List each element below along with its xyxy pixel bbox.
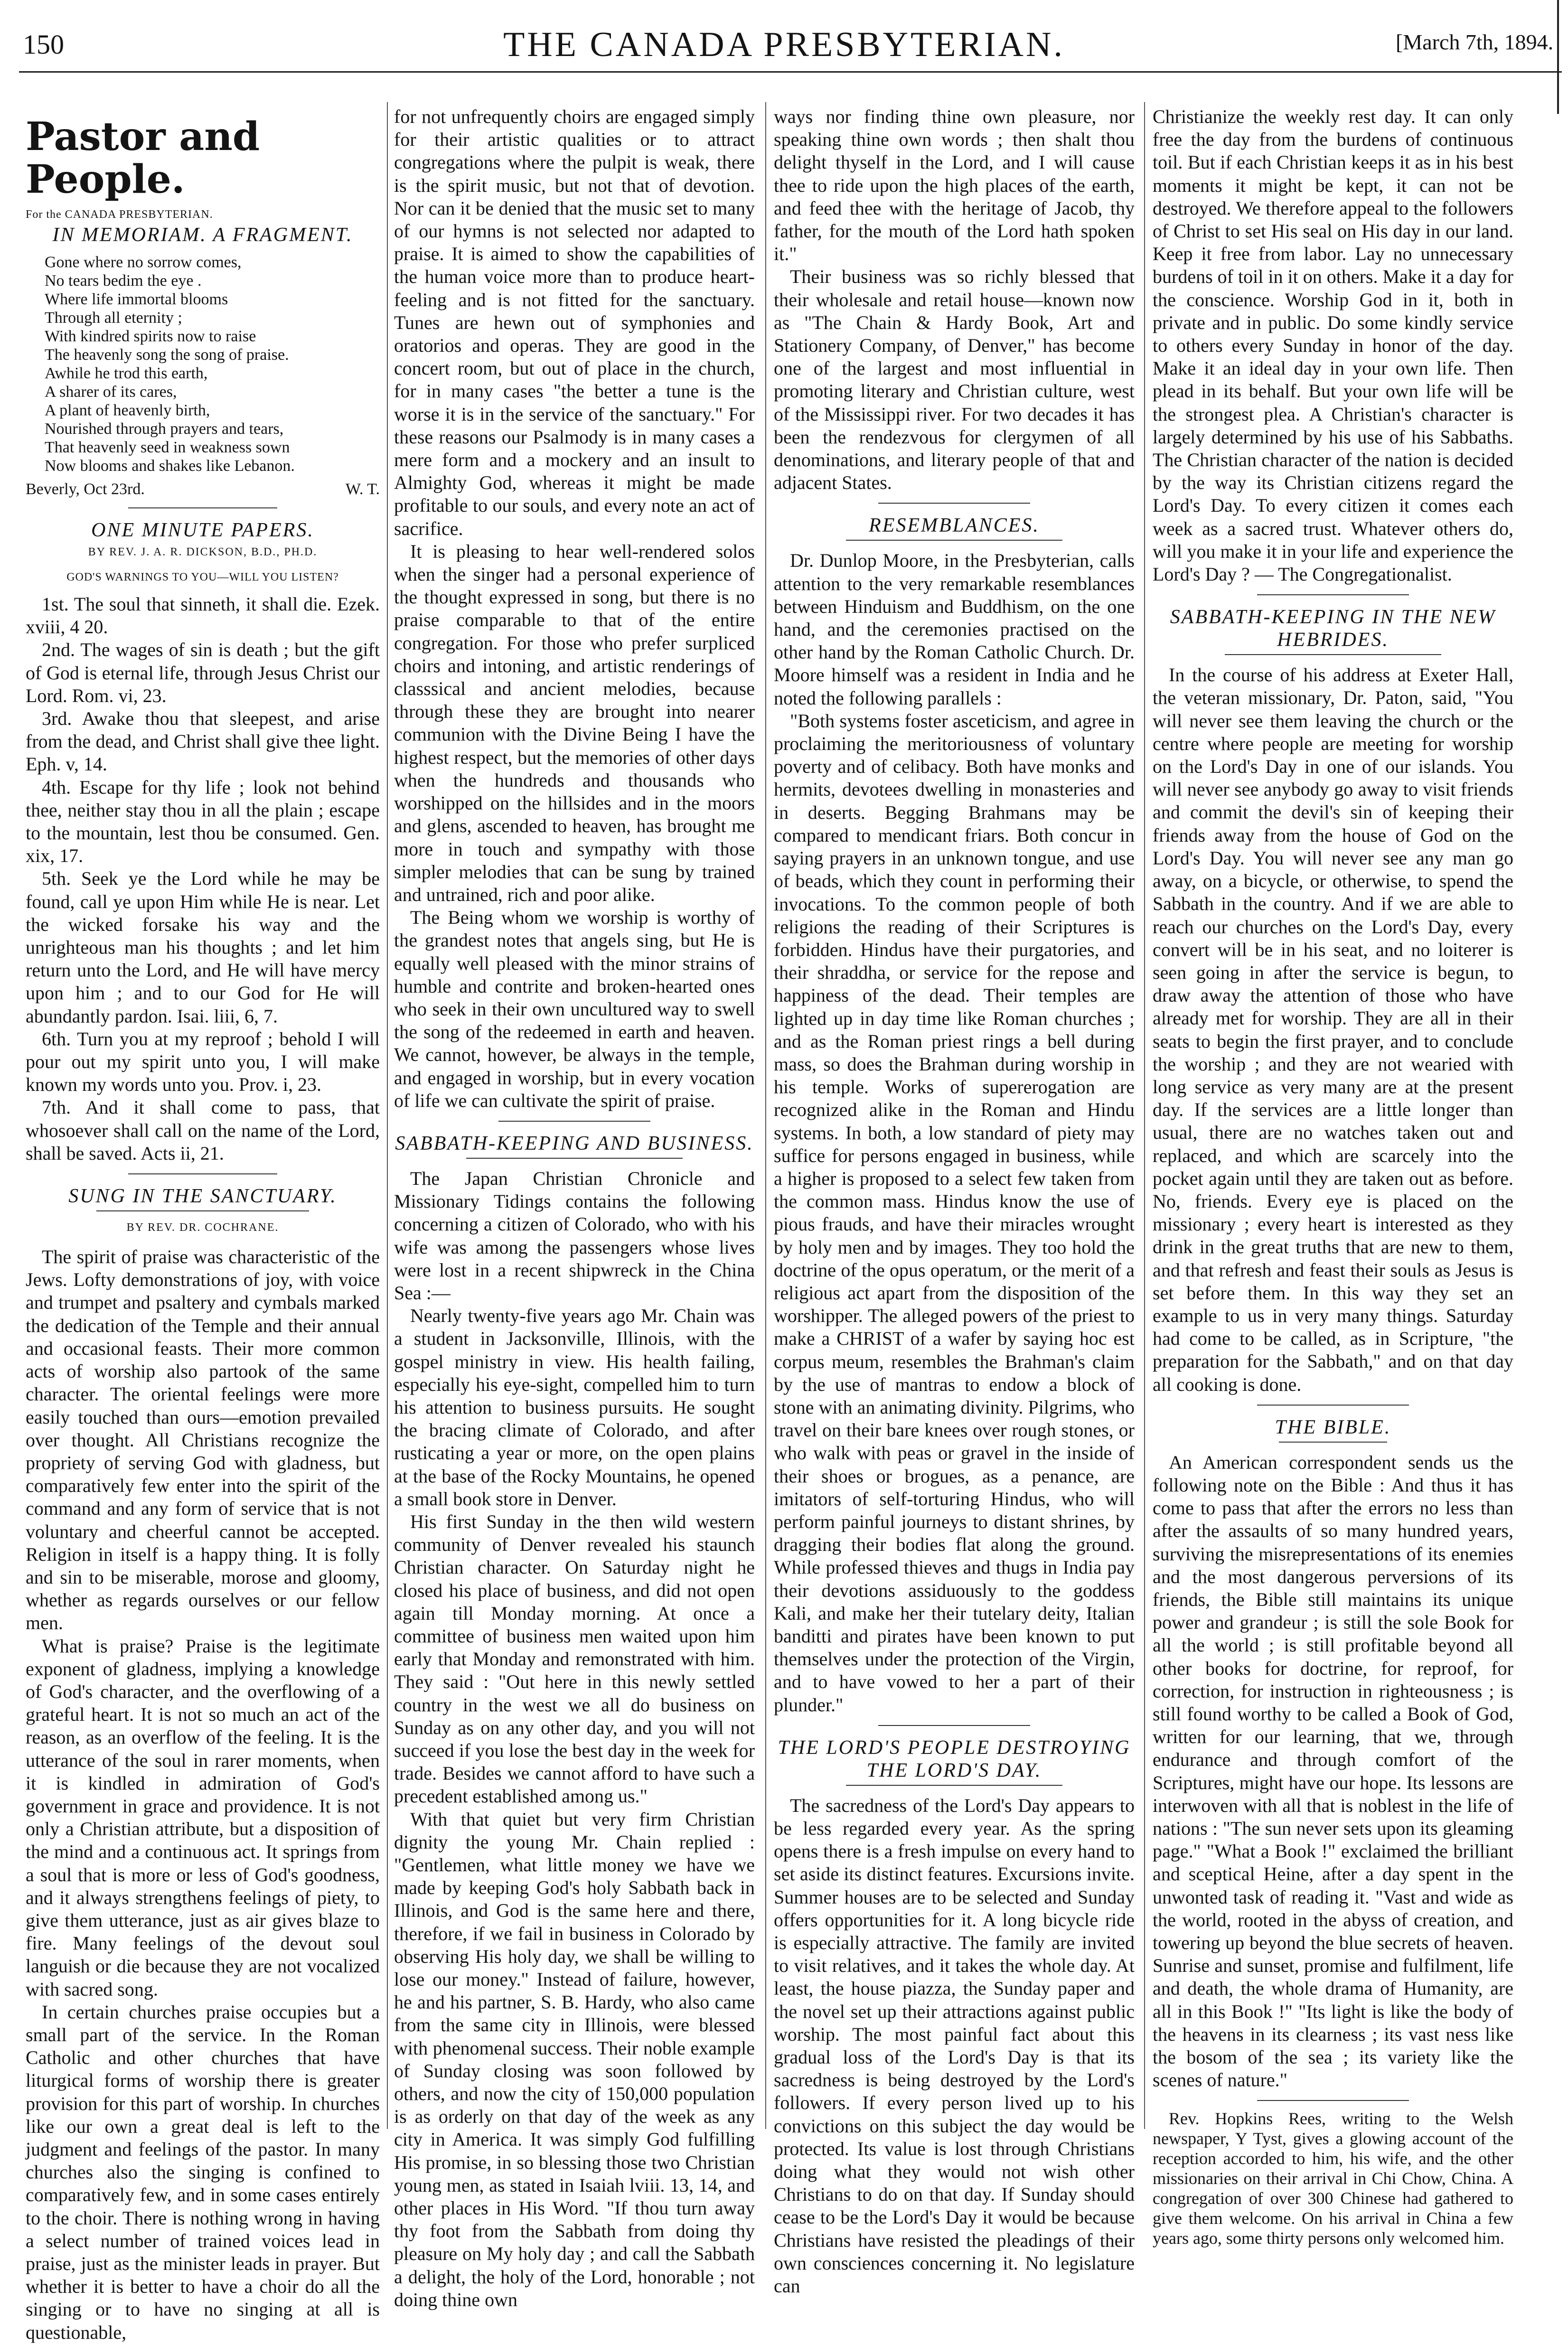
resemblances-paragraph: "Both systems foster asceticism, and agree in proclaiming the meritoriousness of voluntary poverty and of celibacy. Both have monks and hermits, devotees dwelling in monasteries and in deserts. Begging Brahmans may be compared to mendicant friars. Both concur in saying prayers in an unknown tongue, and use of beads, which they count in performing their invocations. To the common people of both religions the reading of their Scriptures is forbidden. Hindus have their purgatories, and their shraddha, or service for the repose and happiness of the dead. Their temples are lighted up in day time like Roman churches ; and as the Roman priest rings a bell during mass, so does the Brahman during worship in his temple. Works of supererogation are recognized alike in the Roman and Hindu systems. In both, a low standard of piety may suffice for persons engaged in business, while a higher is proposed to a select few taken from the common mass. Hindus know the use of pious frauds, and have their miracles wrought by holy men and by images. They too hold the doctrine of the opus operatum, or the merit of a religious act apart from the disposition of the worshipper. The alleged powers of the priest to make a CHRIST of a wafer by saying hoc est corpus meum, resembles the Brahman's claim by the use of mantras to endow a block of stone with an animating divinity. Pilgrims, who travel on their bare knees over rough stones, or who walk with peas or gravel in the inside of their shoes or brogues, as a penance, are imitators of self-torturing Hindus, who will perform painful journeys to distant shrines, by dragging their bodies flat along the ground. While professed thieves and thugs in India pay their devotions assiduously to the goddess Kali, and make her their tutelary deity, Italian banditti and pirates have been known to put themselves under the protection of the Virgin, and to have vowed to her a part of their plunder." [774, 710, 1135, 1716]
sung-heading: SUNG IN THE SANCTUARY. [68, 1185, 337, 1208]
poem [45, 253, 380, 475]
section-rule [1257, 2100, 1408, 2101]
heading-rule [846, 1785, 1062, 1786]
poem-signature [26, 480, 380, 499]
warning-item: 2nd. The wages of sin is death ; but the gift of God is eternal life, through Jesus Christ our Lord. Rom. vi, 23. [26, 639, 380, 706]
section-rule [128, 507, 277, 508]
poem-line: Awhile he trod this earth, [45, 365, 208, 382]
lords-day-paragraph: The sacredness of the Lord's Day appears to be less regarded every year. As the spring opens there is a fresh impulse on every hand to set aside its distinct features. Excursions invite. Summer houses are to be selected and Sunday offers opportunities for it. A long bicycle ride is especially attractive. The family are invited to visit relatives, and it takes the whole day. At least, the house piazza, the Sunday paper and the novel set up their attractions against public worship. The most painful fact about this gradual loss of the Lord's Day is that its sacredness is being destroyed by the Lord's followers. If every person lived up to his convictions on this subject the day would be protected. Its value is lost through Christians doing what they would not wish other Christians to do on that day. If Sunday should cease to be the Lord's Day it would be because Christians have resisted the pleadings of their own consciences concerning it. No legislature can [774, 1794, 1135, 2297]
warning-item: 3rd. Awake thou that sleepest, and arise from the dead, and Christ shall give thee light. Eph. v, 14. [26, 708, 380, 775]
column-4 [1153, 105, 1513, 2248]
sung-continued-paragraph: It is pleasing to hear well-rendered solos when the singer had a personal experience of the thought expressed in song, but there is no praise comparable to that of the entire congregation. For those who prefer surpliced choirs and intoning, and artistic renderings of classsical and ancient melodies, because through these they are brought into nearer communion with the Divine Being I have the highest respect, but the memories of other days when the hundreds and thousands who worshipped on the hillsides and in the moors and glens, ascended to heaven, has brought me more in touch and sympathy with those simpler melodies that can be sung by trained and untrained, rich and poor alike. [394, 540, 755, 905]
sung-continued-paragraph: The Being whom we worship is worthy of the grandest notes that angels sing, but He is equally well pleased with the minor strains of humble and contrite and broken-hearted ones who seek in their own uncultured way to swell the song of the redeemed in earth and heaven. We cannot, however, be always in the temple, and engaged in worship, but in every vocation of life we can cultivate the spirit of praise. [394, 907, 755, 1111]
business-continued-paragraph: Their business was so richly blessed that their wholesale and retail house—known now as "The Chain & Hardy Book, Art and Stationery Company, of Denver," has become one of the largest and most influential in promoting literary and Christian culture, west of the Mississippi river. For two decades it has been the rendezvous for clergymen of all denominations, and literary people of that and adjacent States. [774, 266, 1135, 494]
masthead [0, 0, 1568, 71]
column-2 [394, 105, 755, 2311]
sung-byline: BY REV. DR. COCHRANE. [126, 1221, 279, 1234]
section-rule [1257, 594, 1408, 595]
memoriam-heading: IN MEMORIAM. A FRAGMENT. [52, 224, 353, 246]
resemblances-heading: RESEMBLANCES. [869, 515, 1040, 537]
column-3 [774, 105, 1135, 2297]
poem-line: With kindred spirits now to raise [45, 328, 256, 345]
business-heading: SABBATH-KEEPING AND BUSINESS. [395, 1132, 754, 1154]
rees-note: Rev. Hopkins Rees, writing to the Welsh newspaper, Y Tyst, gives a glowing account of the reception accorded to him, his wife, and the other missionaries on their arrival in Chi Chow, China. A congregation of over 300 Chinese had gathered to give them welcome. On his arrival in China a few years ago, some thirty persons only welcomed him. [1153, 2109, 1513, 2248]
business-paragraph: With that quiet but very firm Christian dignity the young Mr. Chain replied : "Gentlemen, what little money we have we made by keeping God's holy Sabbath back in Illinois, and God is the same here and there, therefore, if we fail in business in Colorado by observing His holy day, we shall be willing to lose our money." Instead of failure, however, he and his partner, S. B. Hardy, who also came from the same city in Illinois, were blessed with phenomenal success. Their noble example of Sunday closing was soon followed by others, and now the city of 150,000 population is as orderly on that day of the week as any city in America. It was simply God fulfilling His promise, in so blessing those two Christian young men, as stated in Isaiah lviii. 13, 14, and other places in His Word. "If thou turn away thy foot from the Sabbath from doing thy pleasure on My holy day ; and call the Sabbath a delight, the holy of the Lord, honorable ; not doing thine own [394, 1808, 755, 2310]
poem-line: A sharer of its cares, [45, 383, 177, 401]
poem-line: Gone where no sorrow comes, [45, 253, 242, 271]
section-rule [878, 503, 1030, 504]
hebrides-paragraph: In the course of his address at Exeter Hall, the veteran missionary, Dr. Paton, said, "You will never see them leaving the church or the centre where people are meeting for worship on the Lord's Day in one of our islands. You will never see anybody go away to visit friends and commit the devil's sin of keeping their friends away from the house of God on the Lord's Day. You will never see any man go away, on a bicycle, or otherwise, to spend the Sabbath in the country. And if we are able to reach our churches on the Lord's Day, every convert will be in his seat, and no loiterer is seen going in after the service is begun, to draw away the attention of those who have already met for worship. They are all in their seats to begin the first prayer, and to conclude the worship ; and they are not wearied with long service as very many are at the present day. If the services are a little longer than usual, there are no watches taken out and replaced, and which are scarcely into the pocket again until they are taken out as before. No, friends. Every eye is placed on the missionary ; every heart is interested as they drink in the great truths that are new to them, and that refresh and feast their souls as Jesus is set before them. In this way they set an example to us in very many things. Saturday had come to be called, as in Scripture, "the preparation for the Sabbath," and on that day all cooking is done. [1153, 664, 1513, 1395]
lords-day-heading: THE LORD'S PEOPLE DESTROYING THE LORD'S DAY. [778, 1736, 1131, 1781]
poem-line: Now blooms and shakes like Lebanon. [45, 457, 295, 475]
sung-continued-paragraph: for not unfrequently choirs are engaged simply for their artistic qualities or to attract congregations where the pulpit is weak, there is the spirit music, but not that of devotion. Nor can it be denied that the music set to many of our hymns is not selected nor adapted to praise. It is aimed to show the capabilities of the human voice more than to produce heart-feeling and is not fitted for the sanctuary. Tunes are hewn out of symphonies and oratorios and operas. They are good in the concert room, but out of place in the church, for in many cases "the better a tune is the worse it is in the service of the sanctuary." For these reasons our Psalmody is in many cases a mere form and a mockery and an insult to Almighty God, whereas it might be made profitable to our souls, and every note an act of sacrifice. [394, 106, 755, 539]
margin-rule [1557, 0, 1559, 114]
poem-place-date: Beverly, Oct 23rd. [26, 480, 145, 498]
warning-item: 7th. And it shall come to pass, that whosoever shall call on the name of the Lord, shall be saved. Acts ii, 21. [26, 1097, 380, 1164]
warning-item: 6th. Turn you at my reproof ; behold I will pour out my spirit unto you, I will make known my words unto you. Prov. i, 23. [26, 1028, 380, 1096]
minute-papers-heading: ONE MINUTE PAPERS. [91, 519, 314, 541]
minute-papers-byline: BY REV. J. A. R. DICKSON, B.D., PH.D. [88, 546, 318, 558]
contribution-line: For the CANADA PRESBYTERIAN. [26, 208, 213, 221]
poem-line: Where life immortal blooms [45, 291, 228, 308]
poem-line: That heavenly seed in weakness sown [45, 439, 290, 456]
lords-day-continued-paragraph: Christianize the weekly rest day. It can only free the day from the burdens of continuous toil. But if each Christian keeps it as in his best moments it might be kept, it can not be destroyed. We therefore appeal to the followers of Christ to set His seal on His day in our land. Keep it free from labor. Lay no unnecessary burdens of toil in it on others. Make it a day for the conscience. Worship God in it, both in private and in public. Do some kindly service to others every Sunday in honor of the day. Make it an ideal day in your own life. Then plead in its behalf. But your own life will be the strongest plea. A Christian's character is largely determined by his use of his Sabbaths. The Christian character of the nation is decided by the way its Christian citizens regard the Lord's Day. To every citizen it comes each week as a sacred trust. Whatever others do, will you make it in your life and experience the Lord's Day ? — The Congregationalist. [1153, 106, 1513, 585]
sung-paragraph: What is praise? Praise is the legitimate exponent of gladness, implying a knowledge of God's character, and the overflowing of a grateful heart. It is not so much an act of the reason, as an overflow of the feeling. It is the utterance of the soul in rarer moments, when it is kindled in admiration of God's government in grace and providence. It is not only a Christian attribute, but a disposition of the mind and a continuous act. It springs from a soul that is more or less of God's goodness, and it always strengthens feelings of piety, to give them utterance, just as air gives blaze to fire. Many feelings of the devout soul languish or die because they are not vocalized with sacred song. [26, 1635, 380, 2000]
heading-rule [1279, 1442, 1387, 1443]
section-rule [128, 1173, 277, 1174]
heading-rule [846, 540, 1062, 541]
business-continued-paragraph: ways nor finding thine own pleasure, nor speaking thine own words ; then shalt thou delight thyself in the Lord, and I will cause thee to ride upon the high places of the earth, and feed thee with the heritage of Jacob, thy father, for the mouth of the Lord hath spoken it." [774, 106, 1135, 265]
section-rule [1257, 1405, 1408, 1406]
warnings-heading: GOD'S WARNINGS TO YOU—WILL YOU LISTEN? [66, 571, 339, 583]
poem-line: No tears bedim the eye . [45, 272, 202, 290]
poem-line: A plant of heavenly birth, [45, 402, 210, 419]
poem-line: Nourished through prayers and tears, [45, 420, 284, 438]
business-paragraph: Nearly twenty-five years ago Mr. Chain was a student in Jacksonville, Illinois, with the gospel ministry in view. His health failing, especially his eye-sight, compelled him to turn his attention to business pursuits. He sought the bracing climate of Colorado, and after rusticating a year or more, on the open plains at the base of the Rocky Mountains, he opened a small book store in Denver. [394, 1305, 755, 1510]
poem-line: Through all eternity ; [45, 309, 182, 327]
page-number: 150 [23, 29, 64, 60]
column-1 [26, 102, 380, 2344]
bible-heading: THE BIBLE. [1275, 1416, 1391, 1438]
sung-paragraph: The spirit of praise was characteristic of the Jews. Lofty demonstrations of joy, with voice and trumpet and psaltery and cymbals marked the dedication of the Temple and their annual and occasional feasts. Their more common acts of worship also partook of the same character. The oriental feelings were more easily touched than ours—emotion prevailed over thought. All Christians recognize the propriety of serving God with gladness, but comparatively few enter into the spirit of the command and any form of service that is not voluntary and cheerful cannot be accepted. Religion in itself is a happy thing. It is folly and sin to be miserable, morose and gloomy, whether as regards ourselves or our fellow men. [26, 1246, 380, 1634]
sung-paragraph: In certain churches praise occupies but a small part of the service. In the Roman Catholic and other churches that have liturgical forms of worship there is greater provision for this part of worship. In churches like our own a great deal is left to the judgment and feelings of the pastor. In many churches also the singing is confined to comparatively few, and in some cases entirely to the choir. There is nothing wrong in having a select number of trained voices lead in praise, just as the minister leads in prayer. But whether it is better to have a choir do all the singing or to have no singing at all is questionable, [26, 2001, 380, 2343]
business-paragraph: His first Sunday in the then wild western community of Denver revealed his staunch Christian character. On Saturday night he closed his place of business, and did not open again till Monday morning. At once a committee of business men waited upon him early that Monday and remonstrated with him. They said : "Out here in this newly settled country in the west we all do business on Sunday as on any other day, and you will not succeed if you lose the best day in the week for trade. Besides we cannot afford to have such a precedent established among us." [394, 1510, 755, 1807]
warning-item: 1st. The soul that sinneth, it shall die. Ezek. xviii, 4 20. [26, 593, 380, 638]
resemblances-paragraph: Dr. Dunlop Moore, in the Presbyterian, calls attention to the very remarkable resemblances between Hinduism and Buddhism, on the one hand, and the ceremonies practised on the other hand by the Roman Catholic Church. Dr. Moore himself was a resident in India and he noted the following parallels : [774, 550, 1135, 709]
department-title: Pastor and People. [26, 114, 260, 202]
business-paragraph: The Japan Christian Chronicle and Missionary Tidings contains the following concerning a citizen of Colorado, who with his wife was among the passengers whose lives were lost in a recent shipwreck in the China Sea :— [394, 1167, 755, 1303]
poem-line: The heavenly song the song of praise. [45, 346, 289, 364]
warning-item: 5th. Seek ye the Lord while he may be found, call ye upon Him while He is near. Let the wicked forsake his way and the unrighteous man his thoughts ; and let him return unto the Lord, and He will have mercy upon him ; and to our God for He will abundantly pardon. Isai. liii, 6, 7. [26, 868, 380, 1027]
warning-item: 4th. Escape for thy life ; look not behind thee, neither stay thou in all the plain ; escape to the mountain, lest thou be consumed. Gen. xix, 17. [26, 776, 380, 867]
heading-rule [1225, 654, 1441, 655]
paper-title: THE CANADA PRESBYTERIAN. [503, 25, 1065, 64]
section-rule [878, 1725, 1030, 1726]
column-rule [1144, 102, 1145, 2129]
heading-rule [466, 1158, 683, 1159]
heading-rule [96, 1210, 309, 1211]
column-rule [387, 102, 388, 2129]
header-rule [19, 71, 1562, 73]
hebrides-heading: SABBATH-KEEPING IN THE NEW HEBRIDES. [1170, 606, 1496, 651]
poem-initials: W. T. [345, 480, 380, 498]
issue-date: [March 7th, 1894. [1396, 30, 1554, 54]
bible-paragraph: An American correspondent sends us the following note on the Bible : And thus it has come to pass that after the errors no less than after the assaults of so many hundred years, surviving the misrepresentations of its enemies and the most dangerous perversions of its friends, the Bible still maintains its unique power and grandeur ; is still the sole Book for all the world ; is still profitable beyond all other books for doctrine, for reproof, for correction, for instruction in righteousness ; is still found worthy to be called a Book of God, written for our learning, that we, through endurance and through comfort of the Scriptures, might have our hope. Its lessons are interwoven with all that is noblest in the life of nations : "The sun never sets upon its gleaming page." "What a Book !" exclaimed the brilliant and sceptical Heine, after a day spent in the unwonted task of reading it. "Vast and wide as the world, rooted in the abyss of creation, and towering up beyond the blue secrets of heaven. Sunrise and sunset, promise and fulfilment, life and death, the whole drama of Humanity, are all in this Book !" "Its light is like the body of the heavens in its clearness ; its vast ness like the bosom of the sea ; its variety like the scenes of nature." [1153, 1451, 1513, 2091]
column-rule [765, 102, 766, 2129]
section-rule [498, 1121, 650, 1122]
